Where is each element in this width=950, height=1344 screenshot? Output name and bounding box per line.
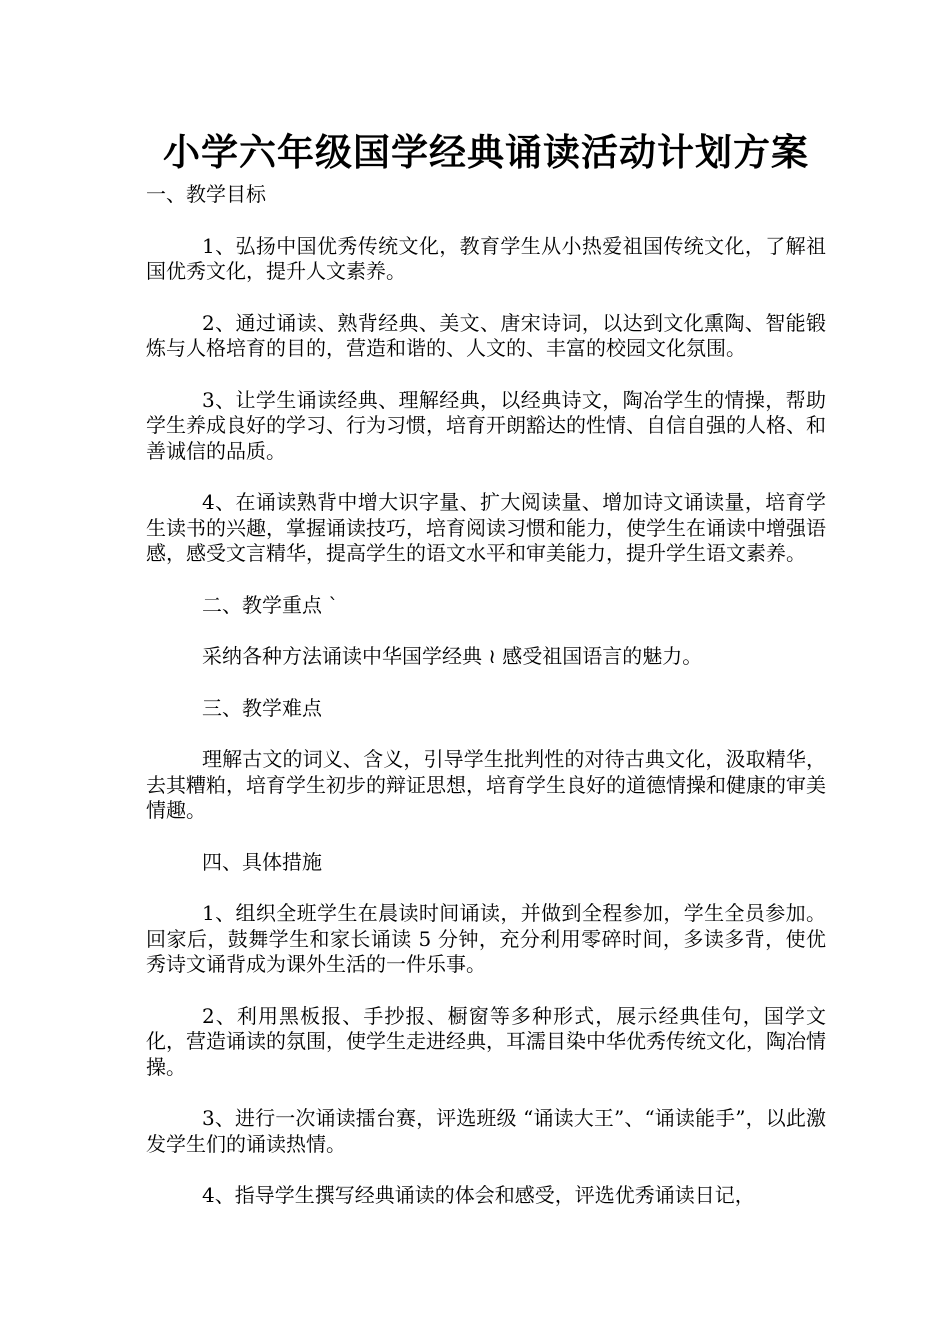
spacer bbox=[146, 618, 826, 644]
section-heading-measures: 四、具体措施 bbox=[202, 849, 322, 874]
spacer bbox=[146, 1157, 826, 1183]
goal-paragraph-1: 1、弘扬中国优秀传统文化，教育学生从小热爱祖国传统文化，了解祖国优秀文化，提升人文素养。 bbox=[146, 233, 826, 283]
measure-paragraph-2: 2、利用黑板报、手抄报、橱窗等多种形式，展示经典佳句，国学文化，营造诵读的氛围，使学生走进经典，耳濡目染中华优秀传统文化，陶冶情操。 bbox=[146, 1003, 826, 1079]
spacer bbox=[146, 464, 826, 490]
spacer bbox=[146, 875, 826, 901]
document-title: 小学六年级国学经典诵读活动计划方案 bbox=[163, 130, 809, 174]
spacer bbox=[146, 721, 826, 747]
spacer bbox=[146, 824, 826, 850]
document-page bbox=[146, 130, 826, 1209]
focus-paragraph: 采纳各种方法诵读中华国学经典 ≀ 感受祖国语言的魅力。 bbox=[202, 644, 703, 668]
spacer bbox=[146, 567, 826, 593]
difficulty-paragraph: 理解古文的词义、含义，引导学生批判性的对待古典文化，汲取精华，去其糟粕，培育学生初步的辩证思想，培育学生良好的道德情操和健康的审美情趣。 bbox=[146, 747, 826, 822]
goal-paragraph-2: 2、通过诵读、熟背经典、美文、唐宋诗词，以达到文化熏陶、智能锻炼与人格培育的目的，营造和谐的、人文的、丰富的校园文化氛围。 bbox=[146, 310, 826, 360]
spacer bbox=[146, 670, 826, 696]
measure-paragraph-3: 3、进行一次诵读擂台赛，评选班级 “诵读大王”、“诵读能手”，以此激发学生们的诵读热情。 bbox=[146, 1106, 826, 1156]
spacer bbox=[146, 1080, 826, 1106]
spacer bbox=[146, 978, 826, 1004]
section-heading-focus: 二、教学重点 ˋ bbox=[202, 592, 339, 617]
goal-paragraph-3: 3、让学生诵读经典、理解经典，以经典诗文，陶冶学生的情操，帮助学生养成良好的学习、行为习惯，培育开朗豁达的性情、自信自强的人格、和善诚信的品质。 bbox=[146, 387, 826, 463]
goal-paragraph-4: 4、在诵读熟背中增大识字量、扩大阅读量、增加诗文诵读量，培育学生读书的兴趣，掌握诵读技巧，培育阅读习惯和能力，使学生在诵读中增强语感，感受文言精华，提高学生的语文水平和审美能力，提升学生语文素养。 bbox=[146, 490, 826, 565]
section-heading-goals: 一、教学目标 bbox=[146, 182, 266, 206]
measure-paragraph-1: 1、组织全班学生在晨读时间诵读，并做到全程参加，学生全员参加。回家后，鼓舞学生和家长诵读 5 分钟，充分利用零碎时间，多读多背，使优秀诗文诵背成为课外生活的一件乐事。 bbox=[146, 901, 826, 976]
spacer bbox=[146, 285, 826, 311]
spacer bbox=[146, 362, 826, 388]
measure-paragraph-4: 4、指导学生撰写经典诵读的体会和感受，评选优秀诵读日记， bbox=[202, 1183, 755, 1207]
spacer bbox=[146, 208, 826, 234]
section-heading-difficulty: 三、教学难点 bbox=[202, 695, 322, 720]
